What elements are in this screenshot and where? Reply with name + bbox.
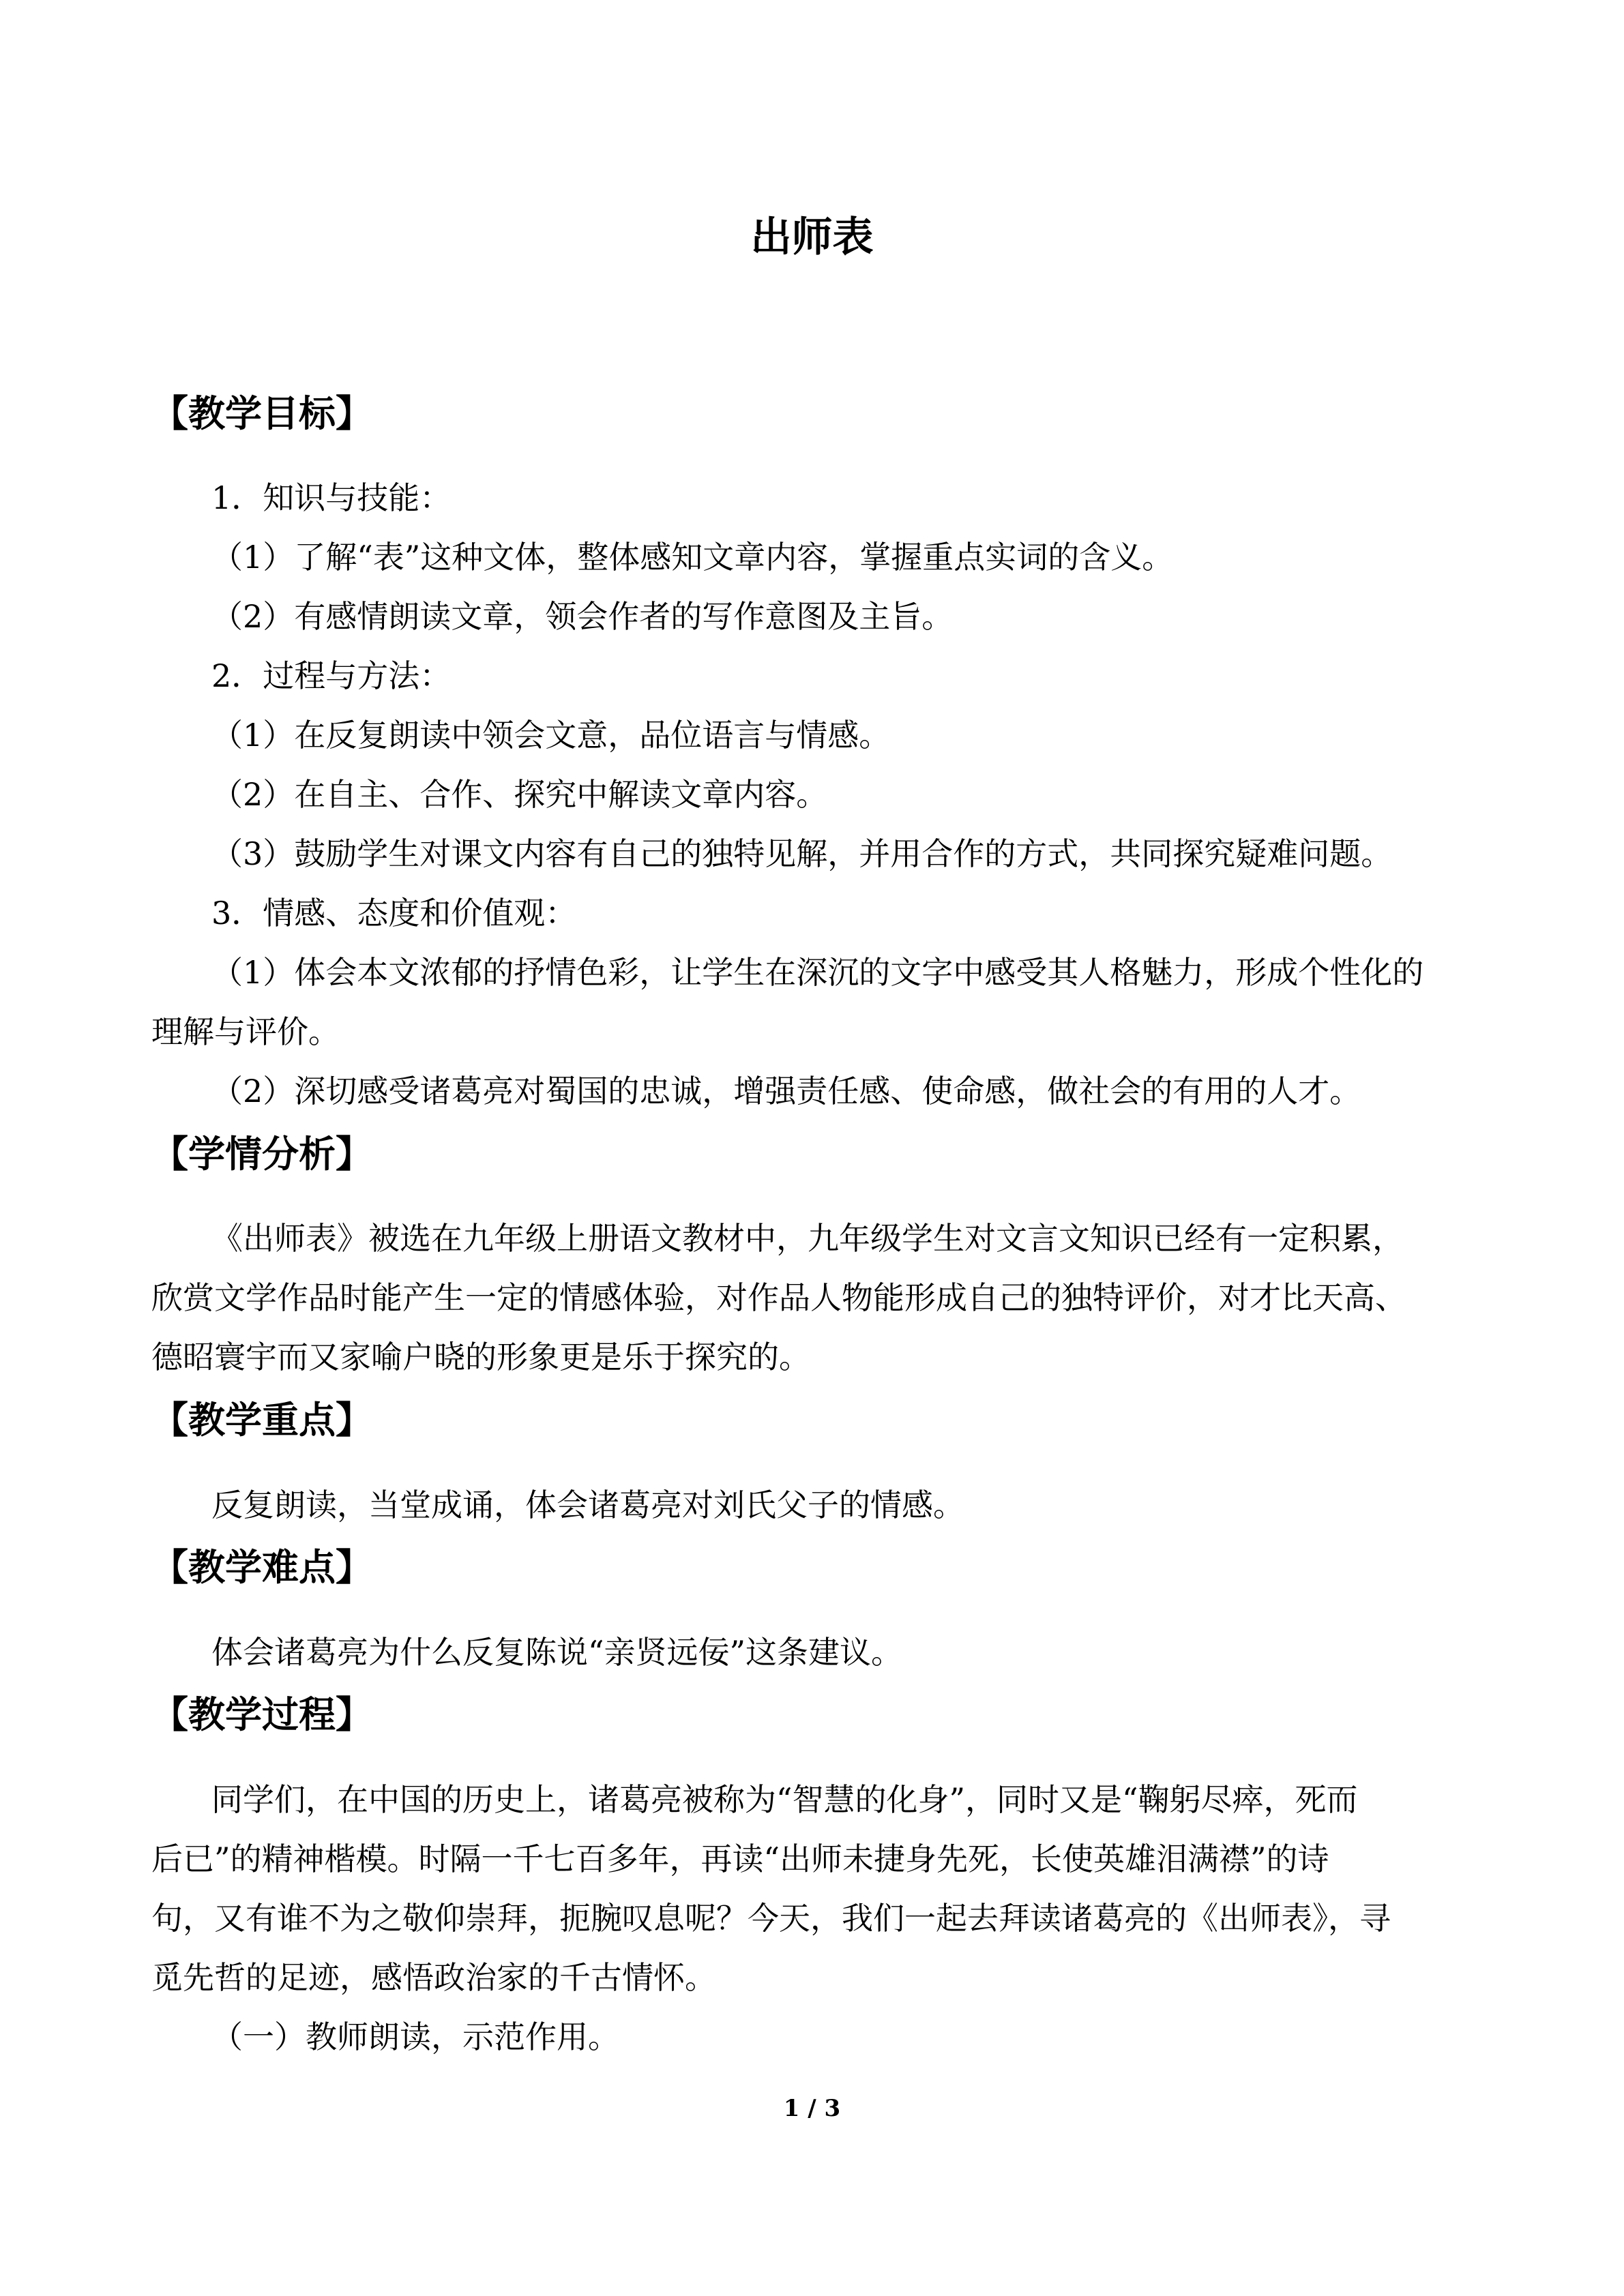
analysis-line: 德昭寰宇而又家喻户晓的形象更是乐于探究的。 [151, 1339, 810, 1375]
process-line: 后已”的精神楷模。时隔一千七百多年，再读“出师未捷身先死，长使英雄泪满襟”的诗 [151, 1840, 1329, 1877]
objectives-line: 理解与评价。 [151, 1013, 340, 1050]
objectives-line: （3）鼓励学生对课文内容有自己的独特见解，并用合作的方式，共同探究疑难问题。 [211, 835, 1393, 872]
section-heading-process: 【教学过程】 [151, 1693, 372, 1736]
section-heading-difficulties: 【教学难点】 [151, 1546, 372, 1589]
objectives-line: 3．情感、态度和价值观： [211, 895, 577, 931]
objectives-line: （2）在自主、合作、探究中解读文章内容。 [211, 776, 828, 813]
process-line: （一）教师朗读，示范作用。 [211, 2018, 619, 2055]
objectives-line: 1．知识与技能： [211, 479, 452, 516]
difficulties-line: 体会诸葛亮为什么反复陈说“亲贤远佞”这条建议。 [211, 1634, 903, 1671]
objectives-line: （2）深切感受诸葛亮对蜀国的忠诚，增强责任感、使命感，做社会的有用的人才。 [211, 1073, 1361, 1109]
section-heading-analysis: 【学情分析】 [151, 1133, 372, 1176]
process-line: 句，又有谁不为之敬仰崇拜，扼腕叹息呢？今天，我们一起去拜读诸葛亮的《出师表》，寻 [151, 1900, 1391, 1937]
page-number: 1 / 3 [783, 2095, 841, 2122]
objectives-line: （1）在反复朗读中领会文意，品位语言与情感。 [211, 717, 891, 754]
process-line: 觅先哲的足迹，感悟政治家的千古情怀。 [151, 1959, 716, 1996]
process-line: 同学们，在中国的历史上，诸葛亮被称为“智慧的化身”，同时又是“鞠躬尽瘁，死而 [211, 1781, 1358, 1818]
page-title: 出师表 [750, 213, 874, 261]
analysis-line: 《出师表》被选在九年级上册语文教材中，九年级学生对文言文知识已经有一定积累， [211, 1220, 1404, 1257]
objectives-line: 2．过程与方法： [211, 657, 452, 694]
key-points-line: 反复朗读，当堂成诵，体会诸葛亮对刘氏父子的情感。 [211, 1487, 964, 1523]
section-heading-objectives: 【教学目标】 [151, 392, 372, 435]
objectives-line: （2）有感情朗读文章，领会作者的写作意图及主旨。 [211, 598, 954, 635]
analysis-line: 欣赏文学作品时能产生一定的情感体验，对作品人物能形成自己的独特评价，对才比天高、 [151, 1279, 1406, 1316]
section-heading-key-points: 【教学重点】 [151, 1399, 372, 1442]
objectives-line: （1）了解“表”这种文体，整体感知文章内容，掌握重点实词的含义。 [211, 539, 1174, 576]
objectives-line: （1）体会本文浓郁的抒情色彩，让学生在深沉的文字中感受其人格魅力，形成个性化的 [211, 954, 1424, 991]
